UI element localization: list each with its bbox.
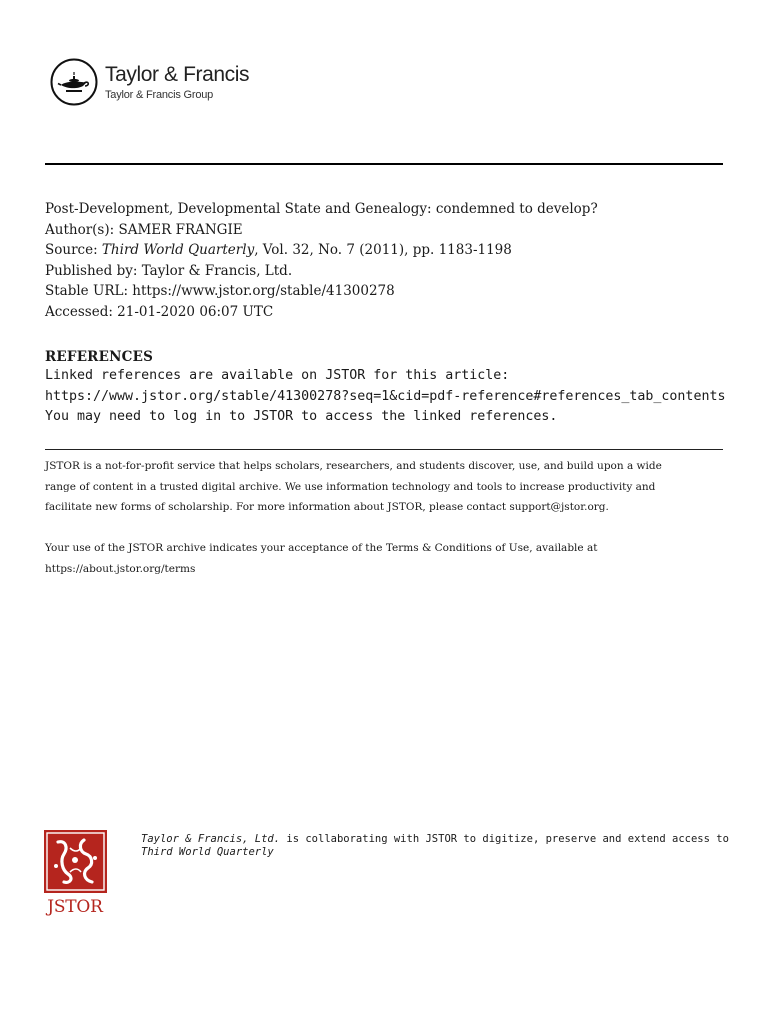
- publisher-group: Taylor & Francis Group: [105, 88, 214, 101]
- notice-line: facilitate new forms of scholarship. For more information about JSTOR, please contact support@jstor.org.: [45, 501, 609, 513]
- source-journal: Third World Quarterly: [101, 242, 255, 258]
- stable-url[interactable]: Stable URL: https://www.jstor.org/stable/41300278: [45, 283, 395, 299]
- references-intro: Linked references are available on JSTOR for this article:: [45, 368, 510, 383]
- references-login-note: You may need to log in to JSTOR to access the linked references.: [45, 409, 558, 424]
- top-divider: [45, 163, 723, 165]
- jstor-logo: [43, 830, 107, 917]
- publisher-logo: [50, 58, 249, 106]
- notice-line: JSTOR is a not-for-profit service that helps scholars, researchers, and students discover, use, and build upon a wide: [45, 460, 662, 472]
- middle-divider: [45, 449, 723, 450]
- article-title: Post-Development, Developmental State and Genealogy: condemned to develop?: [45, 201, 598, 217]
- jstor-seal-icon: [44, 830, 107, 893]
- article-authors: Author(s): SAMER FRANGIE: [45, 221, 243, 238]
- publisher-logo-text: [105, 63, 249, 102]
- references-heading: REFERENCES: [45, 349, 154, 365]
- terms-link[interactable]: https://about.jstor.org/terms: [45, 562, 196, 575]
- lamp-icon: [50, 58, 98, 106]
- publisher-name: Taylor & Francis: [105, 62, 250, 86]
- accessed-date: Accessed: 21-01-2020 06:07 UTC: [45, 303, 274, 320]
- source-label: Source:: [45, 242, 102, 258]
- collab-journal: Third World Quarterly: [141, 846, 274, 858]
- references-section: [45, 348, 725, 428]
- notice-line: range of content in a trusted digital archive. We use information technology and tools to increase productivity and: [45, 480, 656, 493]
- collaboration-statement: [141, 833, 729, 859]
- collab-text: is collaborating with JSTOR to digitize, preserve and extend access to: [280, 833, 729, 845]
- collab-publisher: Taylor & Francis, Ltd.: [141, 833, 281, 845]
- jstor-notice: [45, 456, 725, 579]
- jstor-wordmark: JSTOR: [47, 897, 103, 917]
- terms-line: Your use of the JSTOR archive indicates your acceptance of the Terms & Conditions of Use, available at: [45, 542, 598, 554]
- article-publisher: Published by: Taylor & Francis, Ltd.: [45, 262, 293, 279]
- article-metadata: [45, 199, 598, 322]
- source-details: , Vol. 32, No. 7 (2011), pp. 1183-1198: [254, 242, 512, 258]
- references-link[interactable]: https://www.jstor.org/stable/41300278?seq=1&cid=pdf-reference#references_tab_contents: [45, 388, 726, 404]
- article-source: [45, 240, 598, 261]
